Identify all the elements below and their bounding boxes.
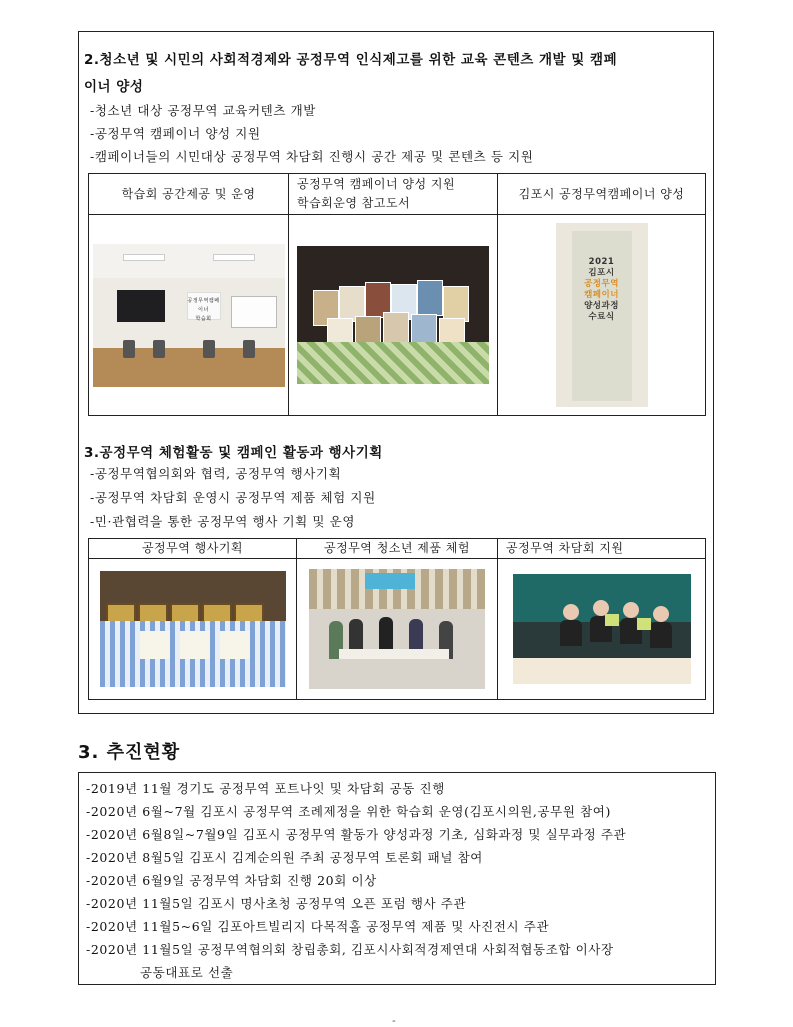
meeting-table: [93, 348, 285, 387]
banner-photo: [556, 223, 648, 407]
progress-item: -2020년 6월8일~7월9일 김포시 공정무역 활동가 양성과정 기초, 심화과정 및 실무과정 주관: [86, 827, 627, 842]
banner-text: 2021 김포시 공정무역 캠페이너 양성과정 수료식: [584, 257, 619, 322]
table-header: 공정무역 차담회 지원: [498, 539, 706, 559]
progress-item: -2020년 6월~7월 김포시 공정무역 조례제정을 위한 학습회 운영(김포시의원,공무원 참여): [86, 804, 611, 819]
photo-cell: [89, 215, 289, 416]
event-frames-photo: [100, 571, 286, 687]
photo-cell: [289, 215, 498, 416]
photo-cell: [498, 559, 706, 700]
progress-item: -2019년 11월 경기도 공정무역 포트나잇 및 차담회 공동 진행: [86, 781, 445, 796]
table-header: 김포시 공정무역캠페이너 양성: [498, 174, 706, 215]
section2-bullet: -공정무역 캠페이너 양성 지원: [90, 126, 261, 141]
table-header: 학습회 공간제공 및 운영: [89, 174, 289, 215]
section3-bullet: -민·관협력을 통한 공정무역 행사 기획 및 운영: [90, 514, 355, 529]
section2-photo-table: [88, 173, 706, 416]
youth-experience-photo: [309, 569, 485, 689]
progress-item: -2020년 11월5일 김포시 명사초청 공정무역 오픈 포럼 행사 주관: [86, 896, 467, 911]
room-banner: 공정무역캠페이너 학습회: [187, 292, 221, 320]
table-header: [289, 174, 498, 215]
tablecloth: [297, 342, 489, 384]
photo-cell: [297, 559, 498, 700]
photo-cell: [89, 559, 297, 700]
table-header: 공정무역 청소년 제품 체험: [297, 539, 498, 559]
tv-screen: [117, 290, 165, 322]
page-marker: -: [392, 1014, 396, 1027]
table-header-line: 공정무역 캠페이너 양성 지원: [297, 177, 456, 191]
section2-bullet: -캠페이너들의 시민대상 공정무역 차담회 진행시 공간 제공 및 콘텐츠 등 지원: [90, 149, 534, 164]
section3-heading: 3.공정무역 체험활동 및 캠페인 활동과 행사기획: [84, 445, 383, 461]
meeting-room-photo: [93, 244, 285, 387]
section3-bullet: -공정무역협의회와 협력, 공정무역 행사기획: [90, 466, 342, 481]
progress-item: -2020년 8월5일 김포시 김계순의원 주최 공정무역 토론회 패널 참여: [86, 850, 483, 865]
section2-bullet: -청소년 대상 공정무역 교육커텐츠 개발: [90, 103, 316, 118]
tea-meeting-photo: [513, 574, 691, 684]
progress-item: 공동대표로 선출: [140, 965, 234, 980]
progress-item: -2020년 6월9일 공정무역 차담회 진행 20회 이상: [86, 873, 377, 888]
progress-title: 3. 추진현황: [78, 742, 181, 763]
progress-item: -2020년 11월5일 공정무역협의회 창립총회, 김포시사회적경제연대 사회적협동조합 이사장: [86, 942, 614, 957]
section3-photo-table: [88, 538, 706, 700]
table-header-line: 학습회운영 참고도서: [297, 196, 411, 210]
section3-bullet: -공정무역 차담회 운영시 공정무역 제품 체험 지원: [90, 490, 376, 505]
photo-cell: [498, 215, 706, 416]
books-photo: [297, 246, 489, 384]
whiteboard: [231, 296, 277, 328]
table-header: 공정무역 행사기획: [89, 539, 297, 559]
section2-heading-line1: 2.청소년 및 시민의 사회적경제와 공정무역 인식제고를 위한 교육 콘텐츠 개발 및 캠페: [84, 52, 618, 68]
section2-heading-line2: 이너 양성: [84, 79, 144, 95]
progress-item: -2020년 11월5~6일 김포아트빌리지 다목적홀 공정무역 제품 및 사진전시 주관: [86, 919, 550, 934]
